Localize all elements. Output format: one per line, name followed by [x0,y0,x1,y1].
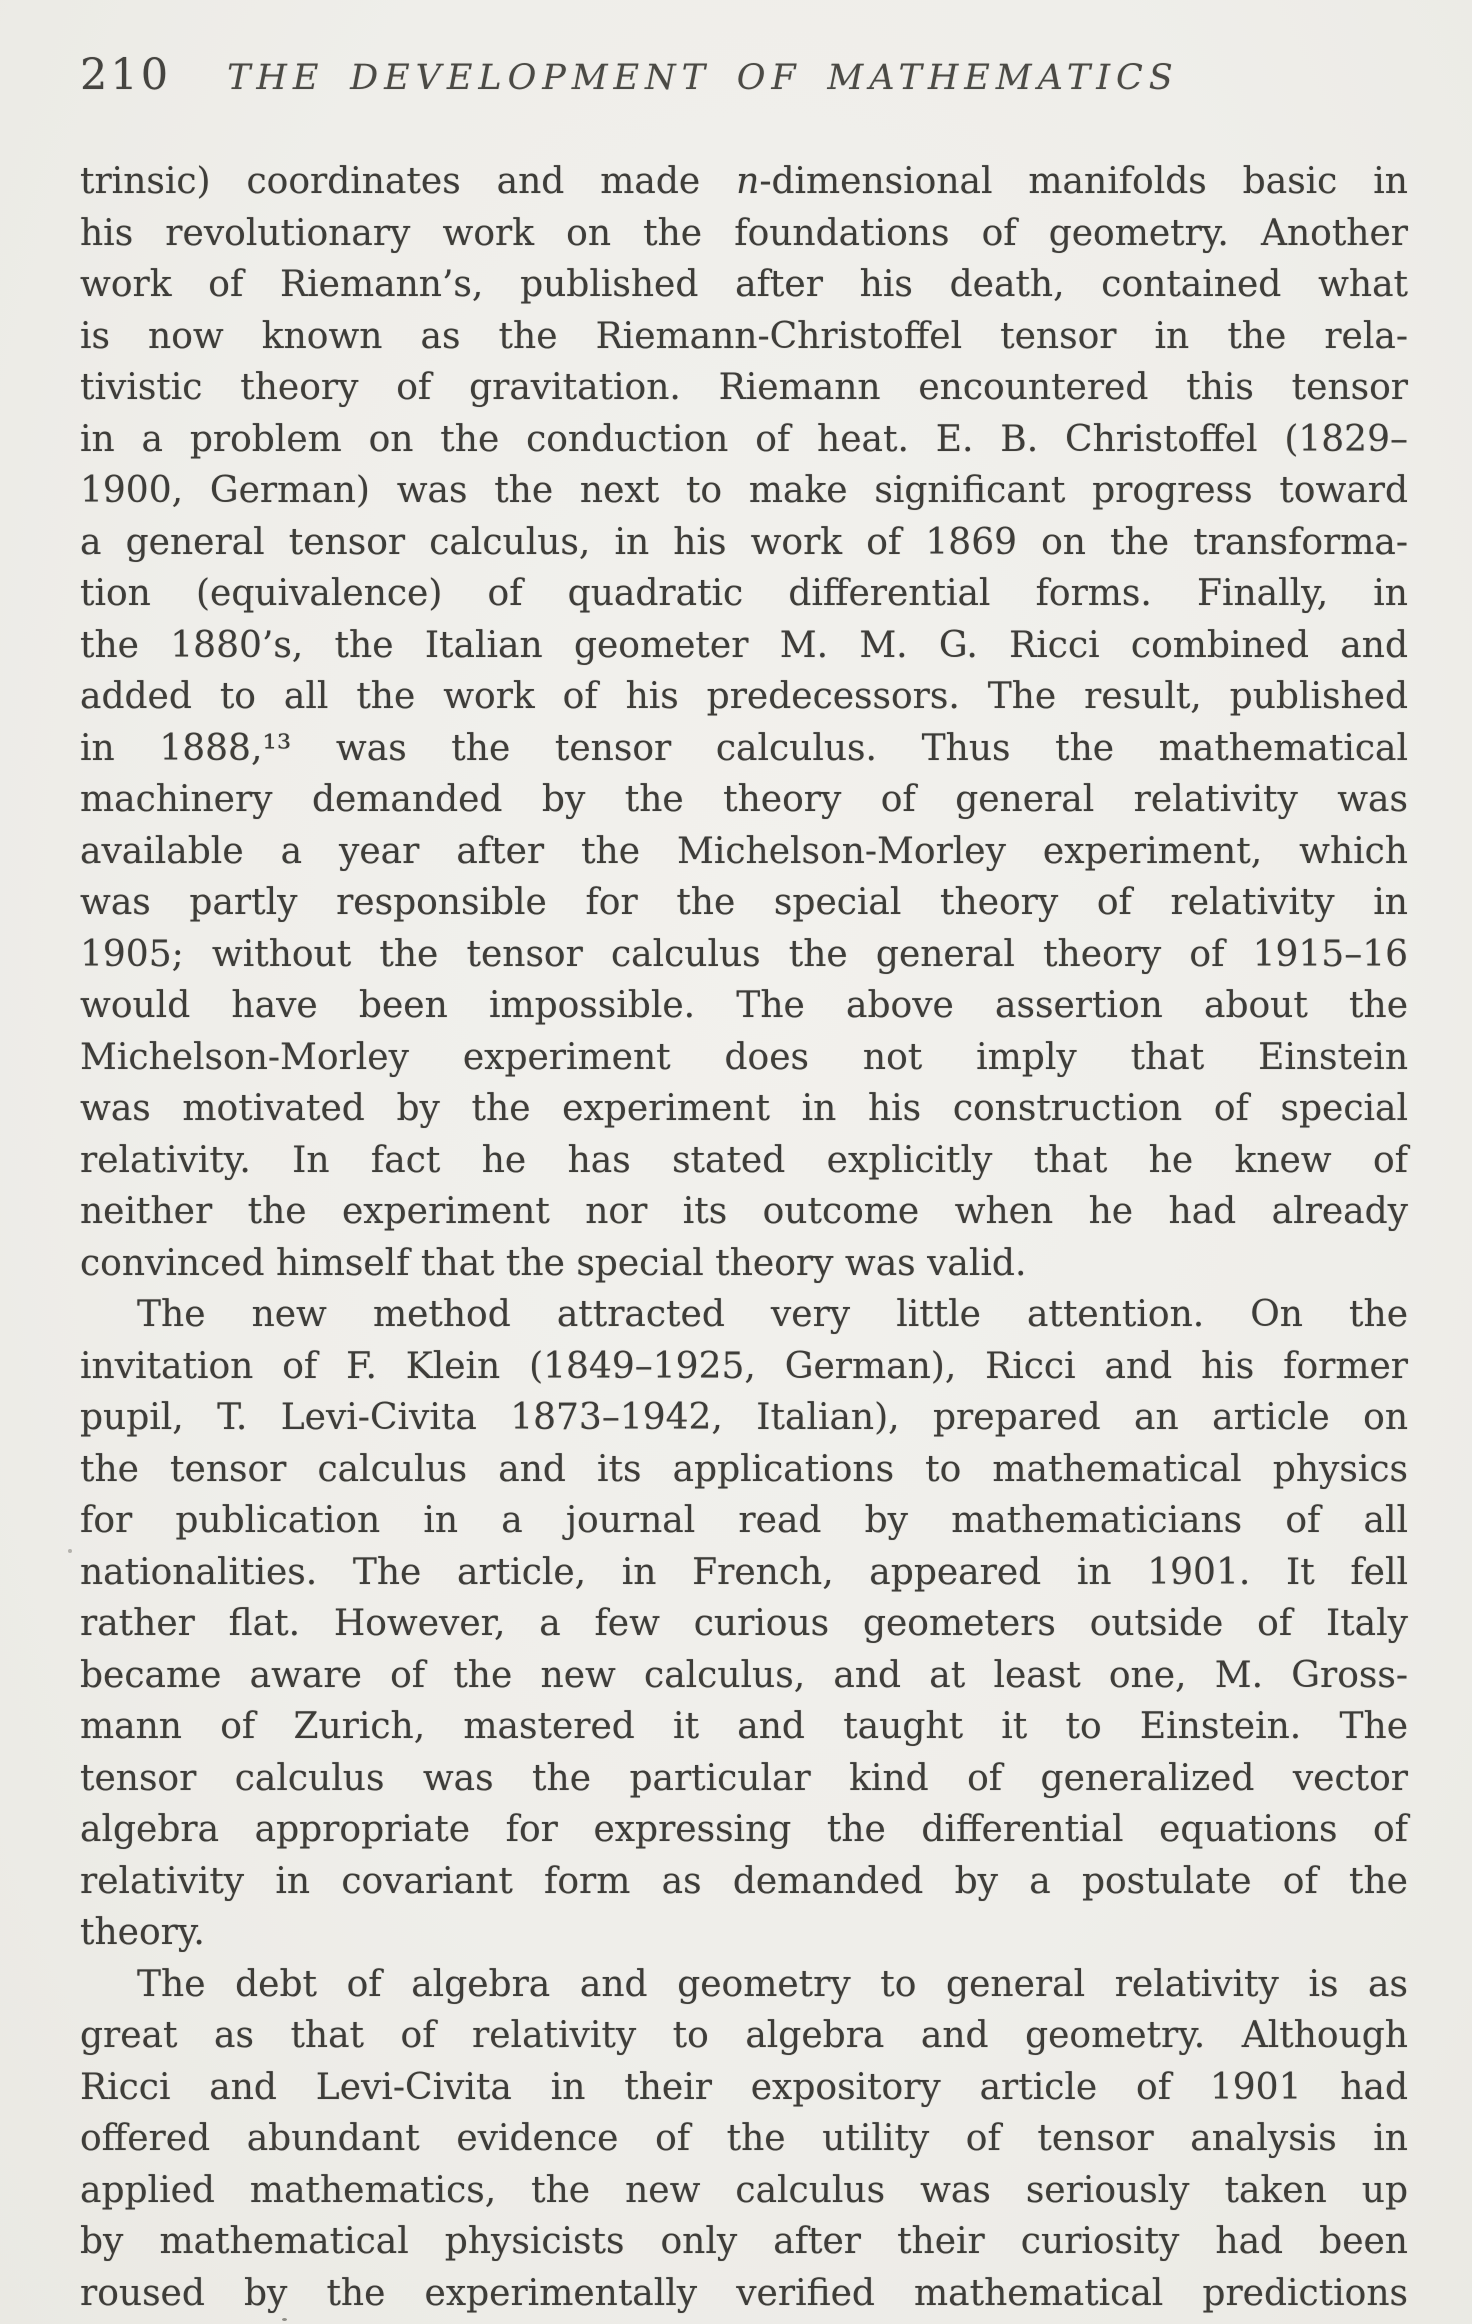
page-header [80,50,1408,100]
text-line: 1900, German) was the next to make significant progress toward [80,470,1408,511]
scan-speck [282,2318,287,2321]
text-line: work of Riemann’s, published after his death, contained what [80,264,1408,305]
text-line: trinsic) coordinates and made n-dimensional manifolds basic in [80,161,1408,202]
text-line: algebra appropriate for expressing the differential equations of [80,1809,1408,1850]
text-line: 1905; without the tensor calculus the general theory of 1915–16 [80,933,1408,975]
text-line: by mathematical physicists only after their curiosity had been [80,2221,1408,2262]
text-line: mann of Zurich, mastered it and taught it to Einstein. The [80,1706,1408,1747]
text-line: was partly responsible for the special theory of relativity in [80,882,1408,923]
text-line: Michelson-Morley experiment does not imply that Einstein [80,1036,1408,1078]
text-line: added to all the work of his predecessors. The result, published [80,676,1408,717]
text-line: available a year after the Michelson-Morley experiment, which [80,830,1408,872]
text-line: Ricci and Levi-Civita in their expository article of 1901 had [80,2066,1408,2108]
text-line: relativity. In fact he has stated explicitly that he knew of [80,1139,1408,1181]
text-line: would have been impossible. The above assertion about the [80,985,1408,1026]
text-line: the tensor calculus and its applications to mathematical physics [80,1448,1408,1490]
scan-speck [68,1549,72,1553]
text-line: a general tensor calculus, in his work of 1869 on the transforma- [80,521,1408,563]
text-line: convinced himself that the special theory was valid. [80,1242,1027,1284]
text-line: tion (equivalence) of quadratic differential forms. Finally, in [80,573,1408,614]
text-line: theory. [80,1912,205,1953]
text-line: roused by the experimentally verified mathematical predictions [80,2272,1408,2314]
text-line: nationalities. The article, in French, appeared in 1901. It fell [80,1551,1408,1593]
text-line: was motivated by the experiment in his construction of special [80,1088,1408,1129]
text-line: applied mathematics, the new calculus was seriously taken up [80,2169,1408,2211]
text-line: is now known as the Riemann-Christoffel tensor in the rela- [80,315,1408,357]
text-line: offered abundant evidence of the utility of tensor analysis in [80,2118,1408,2159]
text-line: became aware of the new calculus, and at least one, M. Gross- [80,1654,1408,1696]
page-number: 210 [80,50,172,100]
text-line: great as that of relativity to algebra and geometry. Although [80,2015,1408,2056]
text-line: in a problem on the conduction of heat. E. B. Christoffel (1829– [80,418,1408,460]
text-line: for publication in a journal read by mathematicians of all [80,1500,1408,1541]
text-line: rather flat. However, a few curious geometers outside of Italy [80,1603,1408,1644]
text-line: tensor calculus was the particular kind of generalized vector [80,1757,1408,1799]
text-line: tivistic theory of gravitation. Riemann encountered this tensor [80,367,1408,408]
text-line: machinery demanded by the theory of general relativity was [80,779,1408,820]
text-line: invitation of F. Klein (1849–1925, German), Ricci and his former [80,1345,1408,1387]
text-line: The debt of algebra and geometry to general relativity is as [137,1963,1408,2005]
text-line: his revolutionary work on the foundations of geometry. Another [80,212,1408,254]
text-line: The new method attracted very little attention. On the [137,1294,1408,1335]
text-line: in 1888,¹³ was the tensor calculus. Thus the mathematical [80,727,1408,769]
text-line: the 1880’s, the Italian geometer M. M. G. Ricci combined and [80,624,1408,666]
text-line: neither the experiment nor its outcome when he had already [80,1191,1408,1232]
text-line: relativity in covariant form as demanded by a postulate of the [80,1860,1408,1902]
body-text [80,156,1408,2319]
running-title: THE DEVELOPMENT OF MATHEMATICS [227,58,1179,98]
text-line: pupil, T. Levi-Civita 1873–1942, Italian), prepared an article on [80,1397,1408,1438]
